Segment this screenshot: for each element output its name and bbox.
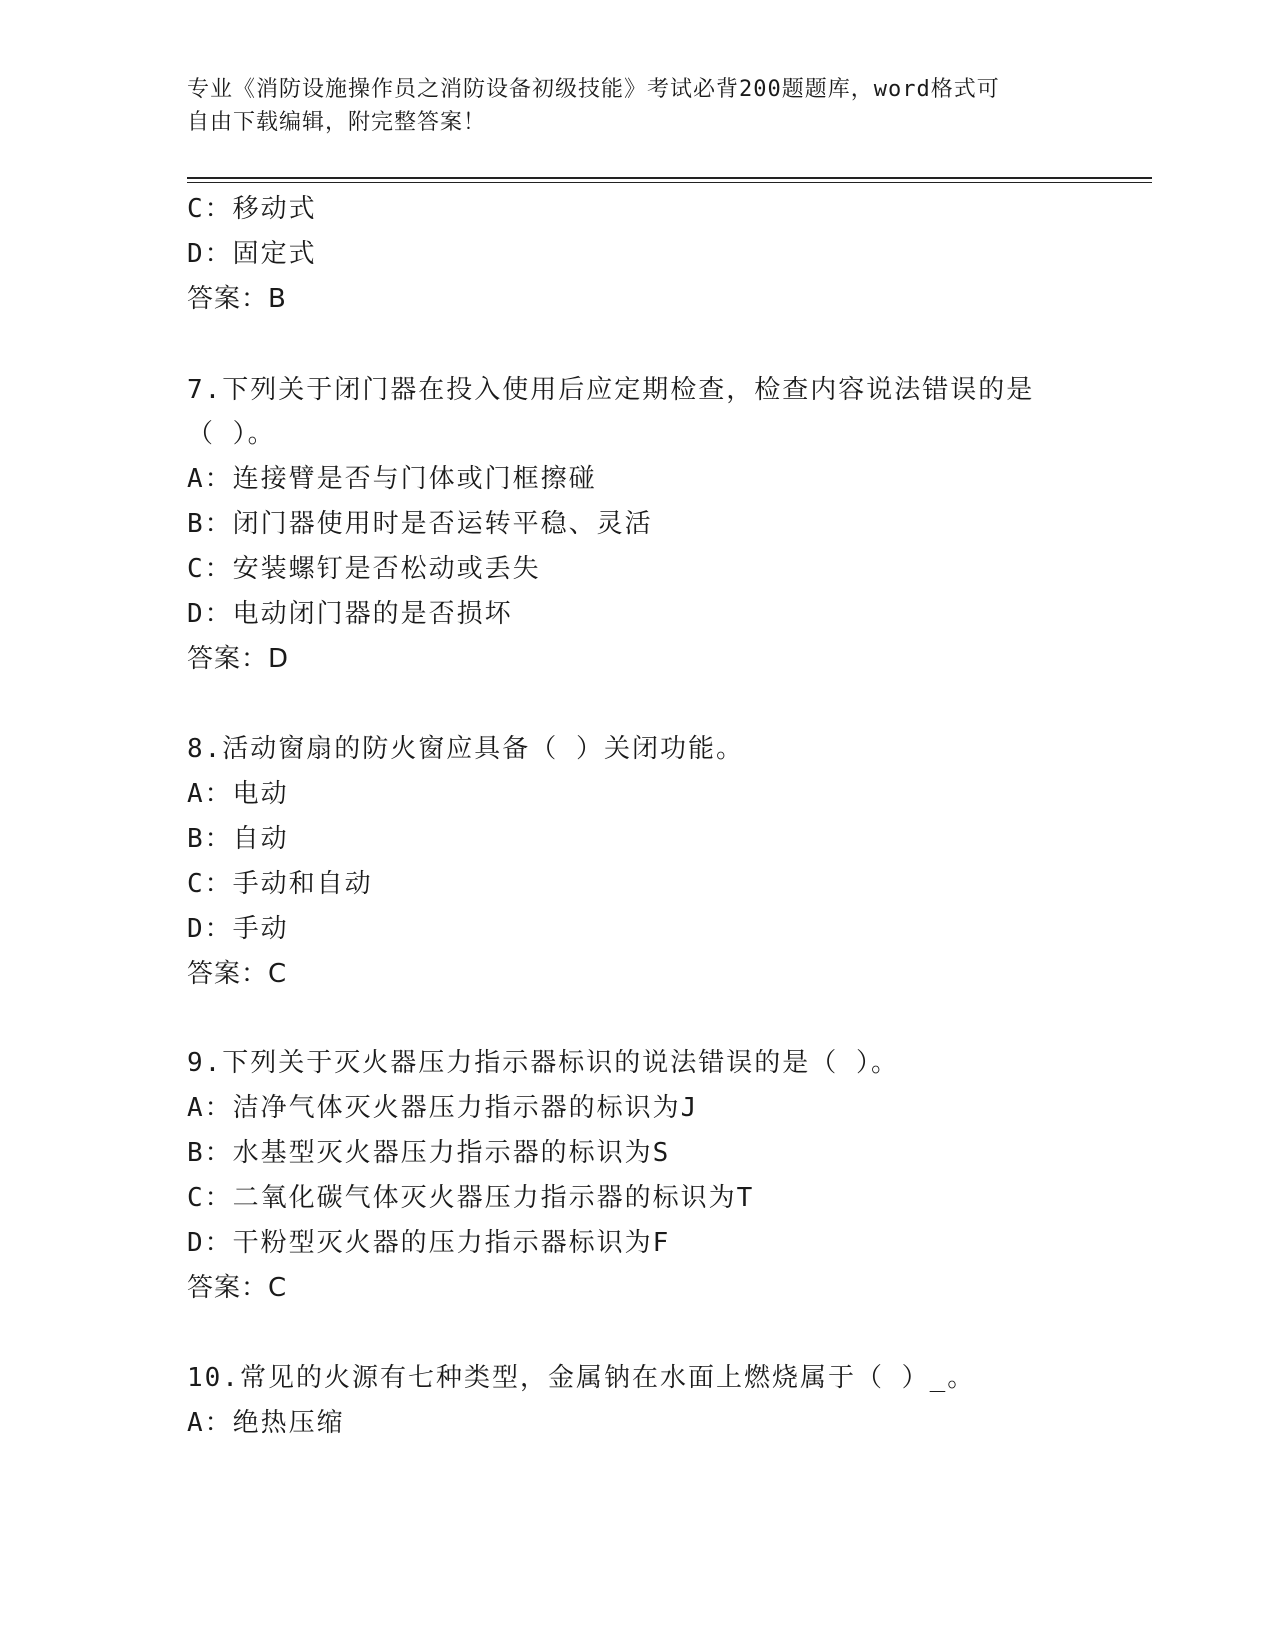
q8-answer: 答案：C: [187, 959, 288, 989]
q7-option-b: B：闭门器使用时是否运转平稳、灵活: [187, 509, 653, 539]
q8-option-d: D：手动: [187, 914, 289, 944]
q9-option-d: D：干粉型灭火器的压力指示器标识为F: [187, 1228, 671, 1258]
q9-option-c: C：二氧化碳气体灭火器压力指示器的标识为T: [187, 1183, 755, 1213]
q7-stem-line-1: 7.下列关于闭门器在投入使用后应定期检查，检查内容说法错误的是: [187, 375, 1035, 405]
q7-option-c: C：安装螺钉是否松动或丢失: [187, 554, 541, 584]
q9-option-b: B：水基型灭火器压力指示器的标识为S: [187, 1138, 671, 1168]
header-line-2: 自由下载编辑，附完整答案！: [187, 110, 487, 135]
q10-stem: 10.常见的火源有七种类型，金属钠在水面上燃烧属于（ ）_。: [187, 1363, 976, 1393]
header-divider-thin: [187, 182, 1152, 183]
q8-option-b: B：自动: [187, 824, 289, 854]
q7-answer: 答案：D: [187, 644, 290, 674]
q8-stem: 8.活动窗扇的防火窗应具备（ ）关闭功能。: [187, 734, 744, 764]
q7-stem-line-2: （ ）。: [187, 419, 276, 449]
q7-option-d: D：电动闭门器的是否损坏: [187, 599, 513, 629]
q6-option-c: C：移动式: [187, 194, 317, 224]
page-header: [187, 73, 1087, 139]
q9-option-a: A：洁净气体灭火器压力指示器的标识为J: [187, 1093, 699, 1123]
q10-option-a: A：绝热压缩: [187, 1408, 345, 1438]
q8-option-a: A：电动: [187, 779, 289, 809]
q8-option-c: C：手动和自动: [187, 869, 373, 899]
q6-answer: 答案：B: [187, 284, 287, 314]
header-line-1: 专业《消防设施操作员之消防设备初级技能》考试必背200题题库，word格式可: [187, 77, 1000, 102]
q9-answer: 答案：C: [187, 1273, 288, 1303]
q6-option-d: D：固定式: [187, 239, 317, 269]
q7-option-a: A：连接臂是否与门体或门框擦碰: [187, 464, 597, 494]
q9-stem: 9.下列关于灭火器压力指示器标识的说法错误的是（ ）。: [187, 1048, 899, 1078]
header-divider-thick: [187, 177, 1152, 179]
